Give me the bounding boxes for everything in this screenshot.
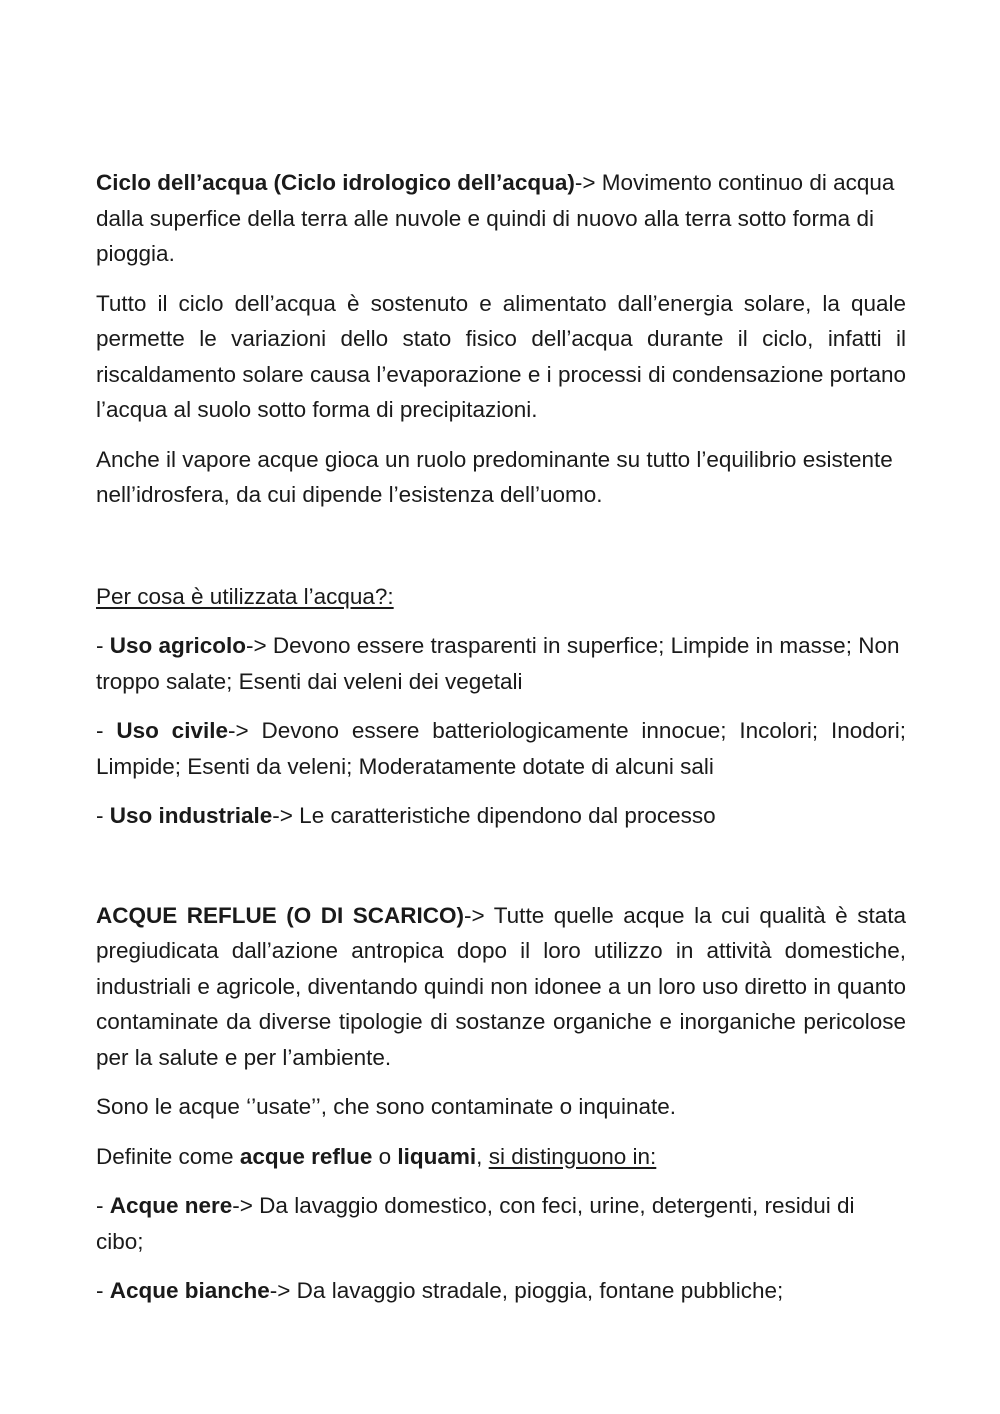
wastewater-heading: ACQUE REFLUE (O DI SCARICO) <box>96 902 465 928</box>
document-page <box>96 165 906 1323</box>
water-cycle-heading: Ciclo dell’acqua (Ciclo idrologico dell’acqua) <box>96 170 575 195</box>
distinguish-underlined: si distinguono in: <box>488 1143 657 1169</box>
term-liquami: liquami <box>397 1143 477 1169</box>
used-water-paragraph: Sono le acque ‘’usate’’, che sono contaminate o inquinate. <box>96 1094 676 1119</box>
wastewater-types-intro: Definite come acque reflue o liquami, si distinguono in: <box>96 1143 657 1169</box>
wastewater-definition-text: -> Tutte quelle acque la cui qualità è stata pregiudicata dall’azione antropica dopo il loro utilizzo in attività domestiche, industriali e agricole, diventando quindi non idonee a un loro uso diretto in quanto contaminate da diverse tipologie di sostanze organiche e inorganiche pericolose per la salute e per l’ambiente. <box>96 902 906 1070</box>
section-spacer <box>96 848 906 898</box>
water-cycle-definition <box>96 165 906 272</box>
wastewater-term-black: Acque nere <box>109 1193 233 1218</box>
use-term-industrial: Uso industriale <box>109 803 273 828</box>
use-term-civil: Uso civile <box>116 718 228 743</box>
water-vapor-paragraph: Anche il vapore acque gioca un ruolo predominante su tutto l’equilibrio esistente nell’idrosfera, da cui dipende l’esistenza dell’uomo. <box>96 446 893 507</box>
use-item-civil: - Uso civile-> Devono essere batteriologicamente innocue; Incolori; Inodori; Limpide; Esenti da veleni; Moderatamente dotate di alcuni sali <box>96 718 906 779</box>
section-spacer <box>96 527 906 579</box>
wastewater-definition <box>96 898 906 1076</box>
water-cycle-definition-text: -> Movimento continuo di acqua dalla superfice della terra alle nuvole e quindi di nuovo alla terra sotto forma di pioggia. <box>96 170 895 266</box>
use-item-industrial: - Uso industriale-> Le caratteristiche dipendono dal processo <box>96 803 716 828</box>
wastewater-item-white: - Acque bianche-> Da lavaggio stradale, pioggia, fontane pubbliche; <box>96 1278 784 1303</box>
use-item-agricultural: - Uso agricolo-> Devono essere trasparenti in superfice; Limpide in masse; Non troppo salate; Esenti dai veleni dei vegetali <box>96 633 900 694</box>
water-uses-question: Per cosa è utilizzata l’acqua?: <box>96 583 394 609</box>
wastewater-item-black: - Acque nere-> Da lavaggio domestico, con feci, urine, detergenti, residui di cibo; <box>96 1193 855 1254</box>
wastewater-term-white: Acque bianche <box>109 1278 270 1303</box>
use-term-agricultural: Uso agricolo <box>109 633 247 658</box>
term-acque-reflue: acque reflue <box>239 1143 373 1169</box>
water-cycle-paragraph: Tutto il ciclo dell’acqua è sostenuto e alimentato dall’energia solare, la quale permette le variazioni dello stato fisico dell’acqua durante il ciclo, infatti il riscaldamento solare causa l’evaporazione e i processi di condensazione portano l’acqua al suolo sotto forma di precipitazioni. <box>96 290 906 422</box>
